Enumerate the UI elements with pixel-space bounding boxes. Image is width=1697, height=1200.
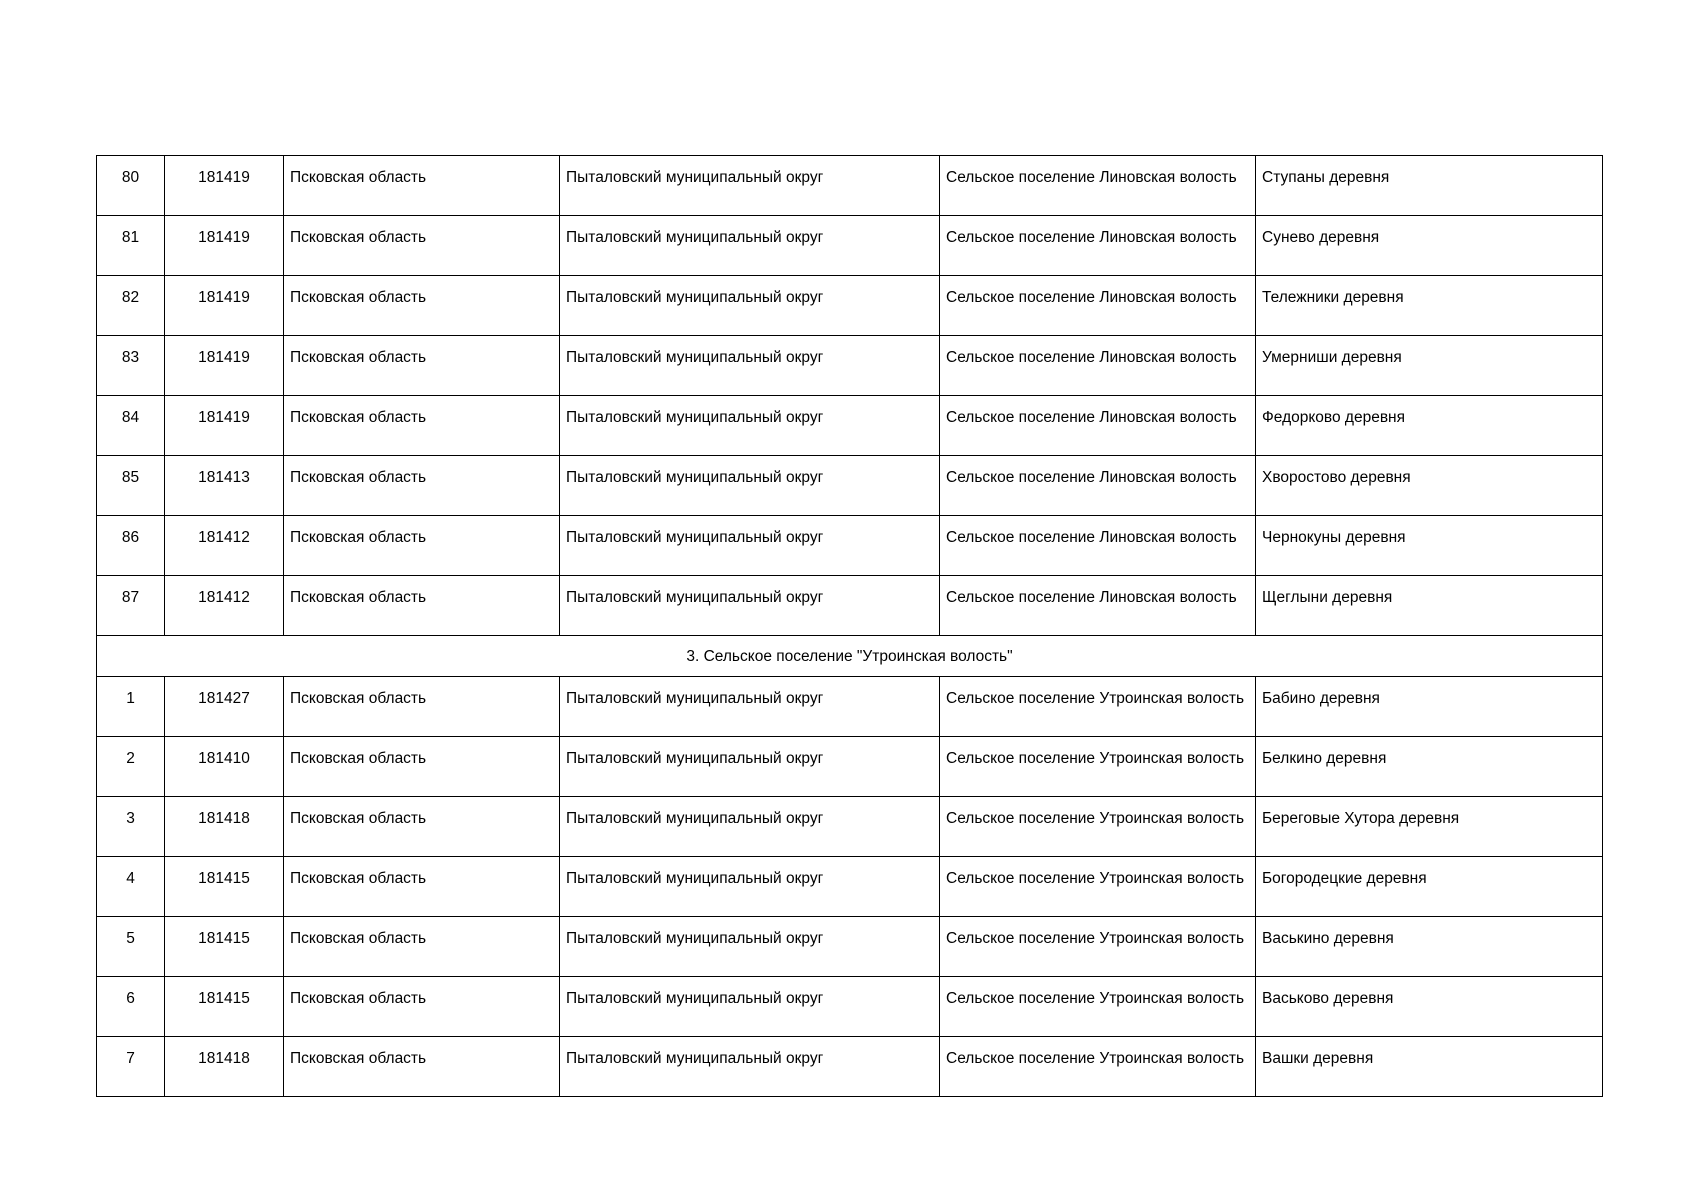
district-cell: Пыталовский муниципальный округ <box>560 677 940 737</box>
locality-cell: Васьково деревня <box>1256 977 1603 1037</box>
region-cell: Псковская область <box>284 797 560 857</box>
row-number-cell: 87 <box>97 576 165 636</box>
district-cell: Пыталовский муниципальный округ <box>560 576 940 636</box>
locality-cell: Бабино деревня <box>1256 677 1603 737</box>
locality-cell: Белкино деревня <box>1256 737 1603 797</box>
district-cell: Пыталовский муниципальный округ <box>560 396 940 456</box>
postal-code-cell: 181415 <box>165 977 284 1037</box>
locality-cell: Богородецкие деревня <box>1256 857 1603 917</box>
postal-code-cell: 181418 <box>165 797 284 857</box>
table-row <box>97 677 1603 737</box>
locality-cell: Щеглыни деревня <box>1256 576 1603 636</box>
row-number-cell: 6 <box>97 977 165 1037</box>
settlement-cell: Сельское поселение Линовская волость <box>940 156 1256 216</box>
table-row <box>97 1037 1603 1097</box>
postal-code-cell: 181412 <box>165 516 284 576</box>
locality-cell: Вашки деревня <box>1256 1037 1603 1097</box>
postal-code-cell: 181413 <box>165 456 284 516</box>
locality-cell: Сунево деревня <box>1256 216 1603 276</box>
settlement-cell: Сельское поселение Утроинская волость <box>940 917 1256 977</box>
locality-cell: Хворостово деревня <box>1256 456 1603 516</box>
district-cell: Пыталовский муниципальный округ <box>560 156 940 216</box>
region-cell: Псковская область <box>284 396 560 456</box>
table-row <box>97 216 1603 276</box>
settlement-cell: Сельское поселение Линовская волость <box>940 276 1256 336</box>
postal-code-cell: 181418 <box>165 1037 284 1097</box>
district-cell: Пыталовский муниципальный округ <box>560 1037 940 1097</box>
table-row <box>97 917 1603 977</box>
postal-code-cell: 181410 <box>165 737 284 797</box>
table-row <box>97 737 1603 797</box>
section-header-row <box>97 636 1603 677</box>
table-row <box>97 576 1603 636</box>
region-cell: Псковская область <box>284 917 560 977</box>
table-row <box>97 276 1603 336</box>
table-row <box>97 977 1603 1037</box>
table-row <box>97 156 1603 216</box>
settlement-cell: Сельское поселение Линовская волость <box>940 456 1256 516</box>
locality-cell: Чернокуны деревня <box>1256 516 1603 576</box>
section-header-group <box>97 636 1603 677</box>
locality-cell: Васькино деревня <box>1256 917 1603 977</box>
postal-code-cell: 181419 <box>165 336 284 396</box>
settlement-cell: Сельское поселение Линовская волость <box>940 516 1256 576</box>
row-number-cell: 85 <box>97 456 165 516</box>
district-cell: Пыталовский муниципальный округ <box>560 857 940 917</box>
district-cell: Пыталовский муниципальный округ <box>560 516 940 576</box>
district-cell: Пыталовский муниципальный округ <box>560 977 940 1037</box>
district-cell: Пыталовский муниципальный округ <box>560 797 940 857</box>
region-cell: Псковская область <box>284 336 560 396</box>
region-cell: Псковская область <box>284 677 560 737</box>
row-number-cell: 5 <box>97 917 165 977</box>
row-number-cell: 80 <box>97 156 165 216</box>
row-number-cell: 1 <box>97 677 165 737</box>
postal-code-cell: 181412 <box>165 576 284 636</box>
settlement-cell: Сельское поселение Линовская волость <box>940 336 1256 396</box>
region-cell: Псковская область <box>284 1037 560 1097</box>
region-cell: Псковская область <box>284 737 560 797</box>
locality-cell: Ступаны деревня <box>1256 156 1603 216</box>
settlement-cell: Сельское поселение Утроинская волость <box>940 737 1256 797</box>
locality-cell: Тележники деревня <box>1256 276 1603 336</box>
region-cell: Псковская область <box>284 516 560 576</box>
region-cell: Псковская область <box>284 156 560 216</box>
settlement-cell: Сельское поселение Утроинская волость <box>940 1037 1256 1097</box>
postal-code-cell: 181415 <box>165 857 284 917</box>
locality-cell: Умерниши деревня <box>1256 336 1603 396</box>
district-cell: Пыталовский муниципальный округ <box>560 456 940 516</box>
postal-code-cell: 181419 <box>165 216 284 276</box>
district-cell: Пыталовский муниципальный округ <box>560 917 940 977</box>
table-row <box>97 516 1603 576</box>
region-cell: Псковская область <box>284 276 560 336</box>
row-number-cell: 3 <box>97 797 165 857</box>
postal-code-cell: 181419 <box>165 156 284 216</box>
row-number-cell: 84 <box>97 396 165 456</box>
table-row <box>97 336 1603 396</box>
district-cell: Пыталовский муниципальный округ <box>560 276 940 336</box>
postal-code-cell: 181419 <box>165 396 284 456</box>
table-row <box>97 396 1603 456</box>
region-cell: Псковская область <box>284 216 560 276</box>
row-number-cell: 2 <box>97 737 165 797</box>
district-cell: Пыталовский муниципальный округ <box>560 336 940 396</box>
settlement-cell: Сельское поселение Утроинская волость <box>940 797 1256 857</box>
table-body-part2 <box>97 677 1603 1097</box>
row-number-cell: 81 <box>97 216 165 276</box>
locality-table <box>96 155 1603 1097</box>
district-cell: Пыталовский муниципальный округ <box>560 737 940 797</box>
postal-code-cell: 181415 <box>165 917 284 977</box>
locality-cell: Федорково деревня <box>1256 396 1603 456</box>
table-body-part1 <box>97 156 1603 636</box>
table-row <box>97 456 1603 516</box>
settlement-cell: Сельское поселение Утроинская волость <box>940 857 1256 917</box>
settlement-cell: Сельское поселение Линовская волость <box>940 396 1256 456</box>
row-number-cell: 7 <box>97 1037 165 1097</box>
row-number-cell: 86 <box>97 516 165 576</box>
settlement-cell: Сельское поселение Линовская волость <box>940 216 1256 276</box>
region-cell: Псковская область <box>284 576 560 636</box>
locality-cell: Береговые Хутора деревня <box>1256 797 1603 857</box>
settlement-cell: Сельское поселение Линовская волость <box>940 576 1256 636</box>
postal-code-cell: 181427 <box>165 677 284 737</box>
table-row <box>97 857 1603 917</box>
postal-code-cell: 181419 <box>165 276 284 336</box>
row-number-cell: 4 <box>97 857 165 917</box>
region-cell: Псковская область <box>284 857 560 917</box>
settlement-cell: Сельское поселение Утроинская волость <box>940 677 1256 737</box>
region-cell: Псковская область <box>284 977 560 1037</box>
settlement-cell: Сельское поселение Утроинская волость <box>940 977 1256 1037</box>
table-row <box>97 797 1603 857</box>
district-cell: Пыталовский муниципальный округ <box>560 216 940 276</box>
row-number-cell: 83 <box>97 336 165 396</box>
section-header-cell: 3. Сельское поселение "Утроинская волость" <box>97 636 1603 677</box>
region-cell: Псковская область <box>284 456 560 516</box>
row-number-cell: 82 <box>97 276 165 336</box>
